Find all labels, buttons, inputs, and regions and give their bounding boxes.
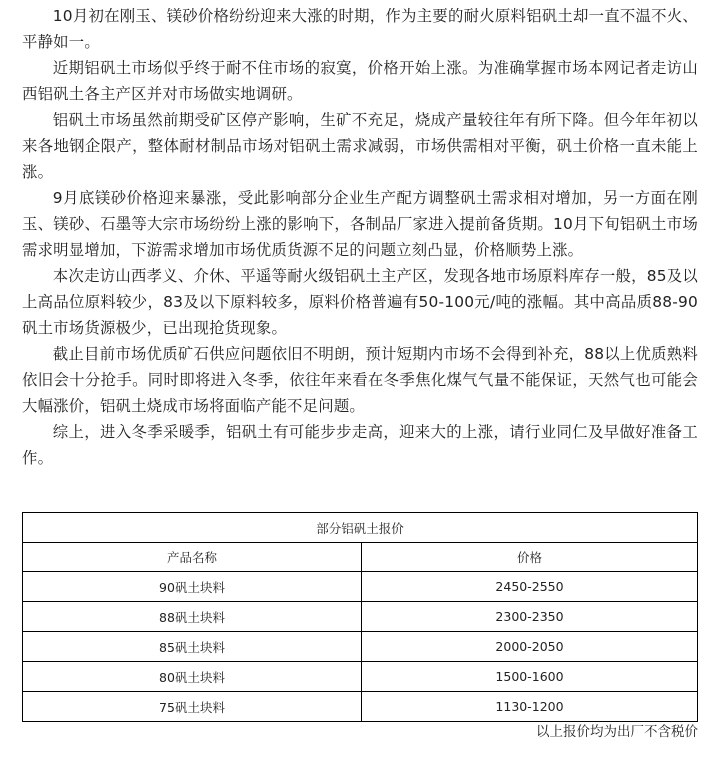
article-paragraph: 铝矾土市场虽然前期受矿区停产影响，生矿不充足，烧成产量较往年有所下降。但今年年初以来各地钢企限产，整体耐材制品市场对铝矾土需求减弱，市场供需相对平衡，矾土价格一直未能上涨。	[22, 111, 698, 181]
article-paragraph: 近期铝矾土市场似乎终于耐不住市场的寂寞，价格开始上涨。为准确掌握市场本网记者走访山西铝矾土各主产区并对市场做实地调研。	[22, 59, 698, 103]
table-row	[23, 692, 698, 722]
table-row	[23, 632, 698, 662]
price-table	[22, 512, 698, 722]
article-paragraph: 本次走访山西孝义、介休、平遥等耐火级铝矾土主产区，发现各地市场原料库存一般，85及以上高品位原料较少，83及以下原料较多，原料价格普遍有50-100元/吨的涨幅。其中高品质88-90矾土市场货源极少，已出现抢货现象。	[22, 267, 698, 337]
product-name-cell: 88矾土块料	[23, 602, 362, 632]
article-paragraph: 截止目前市场优质矿石供应问题依旧不明朗，预计短期内市场不会得到补充，88以上优质熟料依旧会十分抢手。同时即将进入冬季，依往年来看在冬季焦化煤气气量不能保证，天然气也可能会大幅涨价，铝矾土烧成市场将面临产能不足问题。	[22, 345, 698, 415]
table-caption-row	[23, 513, 698, 543]
price-cell: 1500-1600	[362, 662, 698, 692]
table-row	[23, 662, 698, 692]
table-row	[23, 572, 698, 602]
price-footnote: 以上报价均为出厂不含税价	[536, 724, 698, 740]
column-header-price: 价格	[362, 543, 698, 572]
article-body	[22, 3, 698, 471]
table-header-row	[23, 543, 698, 572]
table-caption: 部分铝矾土报价	[23, 513, 698, 543]
product-name-cell: 90矾土块料	[23, 572, 362, 602]
price-cell: 2300-2350	[362, 602, 698, 632]
price-cell: 1130-1200	[362, 692, 698, 722]
product-name-cell: 80矾土块料	[23, 662, 362, 692]
product-name-cell: 85矾土块料	[23, 632, 362, 662]
article-paragraph: 综上，进入冬季采暖季，铝矾土有可能步步走高，迎来大的上涨，请行业同仁及早做好准备工作。	[22, 423, 698, 467]
price-cell: 2000-2050	[362, 632, 698, 662]
article-paragraph: 9月底镁砂价格迎来暴涨，受此影响部分企业生产配方调整矾土需求相对增加，另一方面在刚玉、镁砂、石墨等大宗市场纷纷上涨的影响下，各制品厂家进入提前备货期。10月下旬铝矾土市场需求明显增加，下游需求增加市场优质货源不足的问题立刻凸显，价格顺势上涨。	[22, 189, 698, 259]
price-cell: 2450-2550	[362, 572, 698, 602]
article-paragraph: 10月初在刚玉、镁砂价格纷纷迎来大涨的时期，作为主要的耐火原料铝矾土却一直不温不火、平静如一。	[22, 7, 698, 51]
table-row	[23, 602, 698, 632]
product-name-cell: 75矾土块料	[23, 692, 362, 722]
column-header-product: 产品名称	[23, 543, 362, 572]
